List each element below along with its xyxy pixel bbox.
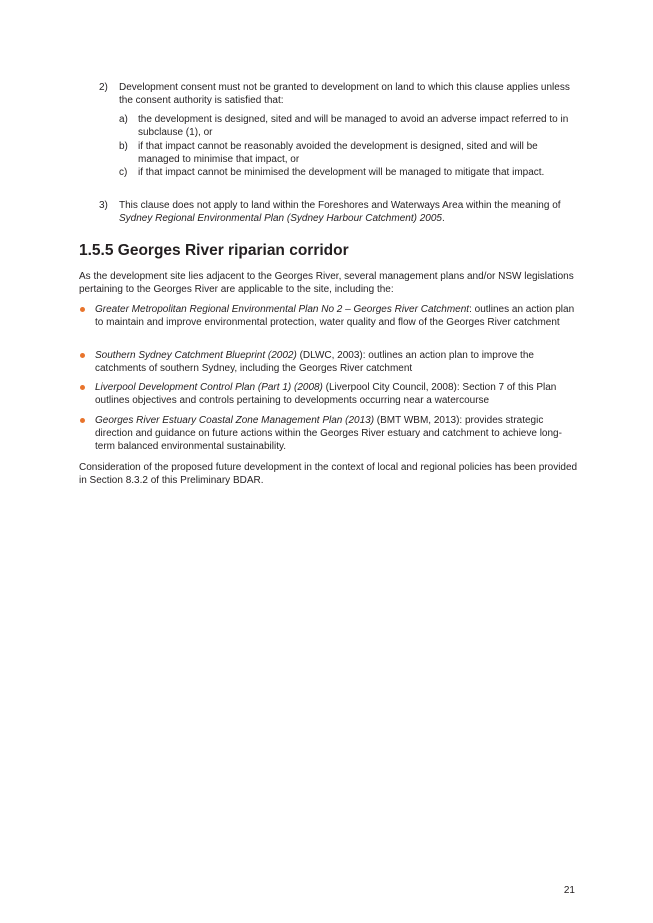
section-heading: 1.5.5 Georges River riparian corridor (79, 242, 349, 259)
sub-item-text: if that impact cannot be reasonably avoided the development is designed, sited and will be managed to minimise that impact, or (138, 141, 538, 165)
sub-item-b (119, 140, 579, 166)
clause-text: Development consent must not be granted to development on land to which this clause applies unless the consent authority is satisfied that: (119, 82, 570, 106)
sub-item-number: b) (119, 141, 128, 152)
intro-paragraph: As the development site lies adjacent to the Georges River, several management plans and/or NSW legislations pertaining to the Georges River are applicable to the site, including the: (79, 271, 574, 295)
page-number: 21 (563, 885, 575, 896)
list-item: Greater Metropolitan Regional Environmental Plan No 2 – Georges River Catchment: outlines an action plan to maintain and improve environmental protection, water quality and flow of the Georges River catchment (79, 303, 579, 329)
bullet-icon (80, 418, 85, 423)
bullet-icon (80, 385, 85, 390)
list-item: Georges River Estuary Coastal Zone Management Plan (2013) (BMT WBM, 2013): provides strategic direction and guidance on future actions within the Georges River estuary and catchment to achieve long-term balanced environmental sustainability. (79, 414, 579, 453)
clause-number: 2) (99, 82, 108, 93)
bullet-icon (80, 353, 85, 358)
plan-title: Greater Metropolitan Regional Environmental Plan No 2 – Georges River Catchment (95, 304, 470, 315)
sub-item-number: a) (119, 114, 128, 125)
sub-item-c (119, 166, 579, 179)
plan-title: Liverpool Development Control Plan (Part 1) (2008) (95, 382, 323, 393)
sub-item-a (119, 113, 579, 139)
bullet-icon (80, 307, 85, 312)
plan-title: Georges River Estuary Coastal Zone Management Plan (2013) (95, 415, 375, 426)
clause-number: 3) (99, 200, 108, 211)
list-item: Liverpool Development Control Plan (Part 1) (2008) (Liverpool City Council, 2008): Section 7 of this Plan outlines objectives and controls pertaining to developments occurring near a watercourse (79, 381, 579, 407)
plan-title: Southern Sydney Catchment Blueprint (2002) (95, 350, 297, 361)
list-item: Southern Sydney Catchment Blueprint (2002) (DLWC, 2003): outlines an action plan to improve the catchments of southern Sydney, including the Georges River catchment (79, 349, 579, 375)
clause-item-3 (99, 199, 579, 225)
clause-item-2 (99, 81, 579, 107)
conclusion-paragraph: Consideration of the proposed future development in the context of local and regional policies has been provided in Section 8.3.2 of this Preliminary BDAR. (79, 462, 578, 486)
sub-item-number: c) (119, 167, 128, 178)
sub-item-text: the development is designed, sited and will be managed to avoid an adverse impact referred to in subclause (1), or (138, 114, 569, 138)
sub-item-text: if that impact cannot be minimised the development will be managed to mitigate that impact. (138, 167, 545, 178)
plan-title: Sydney Regional Environmental Plan (Sydney Harbour Catchment) 2005 (119, 213, 442, 224)
clause-text: This clause does not apply to land within the Foreshores and Waterways Area within the meaning of Sydney Regional Environmental Plan (Sydney Harbour Catchment) 2005. (119, 200, 561, 224)
